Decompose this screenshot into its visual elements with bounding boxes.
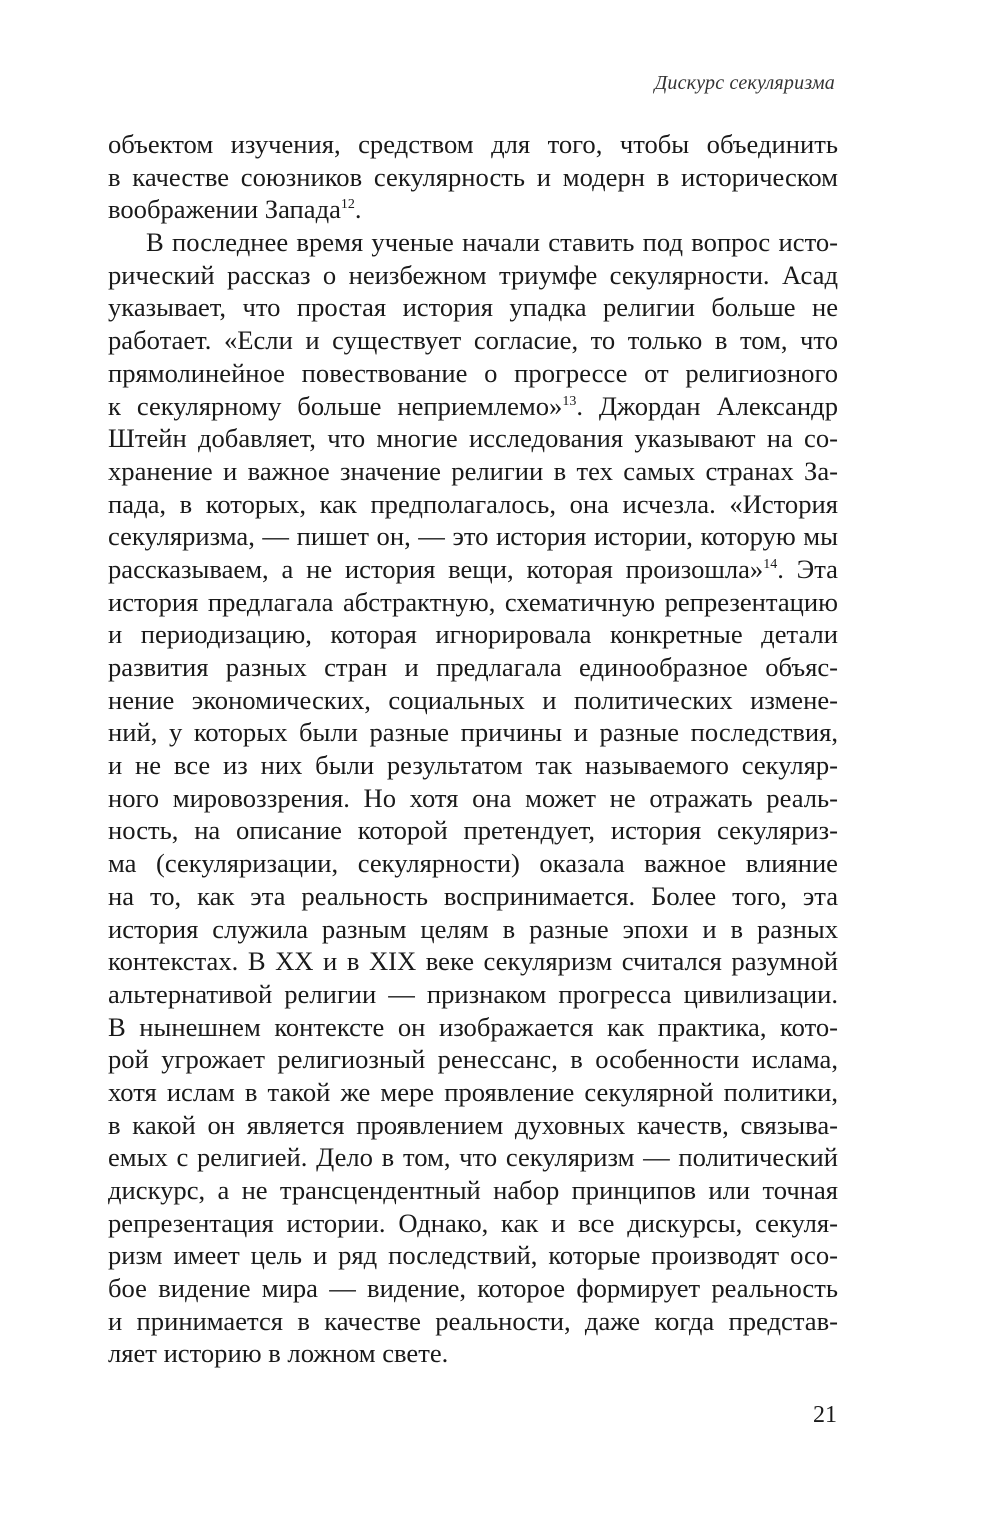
- text-line: и периодизацию, которая игнорировала конкретные детали: [108, 619, 838, 650]
- text-line: на то, как эта реальность воспринимается. Более того, эта: [108, 880, 838, 911]
- text-line: Штейн добавляет, что многие исследования указывают на со-: [108, 423, 838, 454]
- body-text: [108, 128, 838, 1370]
- text-line: развития разных стран и предлагала единообразное объяс-: [108, 652, 838, 682]
- text-line: репрезентация истории. Однако, как и все дискурсы, секуля-: [108, 1207, 838, 1238]
- text-line: хотя ислам в такой же мере проявление секулярной политики,: [108, 1076, 838, 1107]
- text-line: емых с религией. Дело в том, что секуляризм — политический: [108, 1142, 838, 1173]
- text-line: В последнее время ученые начали ставить под вопрос исто-: [146, 227, 838, 258]
- text-line: рассказываем, а не история вещи, которая произошла»$^{14}$. Эта: [108, 553, 838, 584]
- text-line: воображении Запада$^{12}$.: [108, 194, 362, 225]
- running-head: Дискурс секуляризма: [654, 72, 835, 94]
- text-line: история служила разным целям в разные эпохи и в разных: [108, 913, 838, 944]
- text-line: альтернативой религии — признаком прогресса цивилизации.: [108, 978, 838, 1009]
- text-line: рический рассказ о неизбежном триумфе секулярности. Асад: [108, 259, 838, 290]
- text-line: ризм имеет цель и ряд последствий, которые производят осо-: [108, 1240, 838, 1271]
- text-line: контекстах. В XX и в XIX веке секуляризм считался разумной: [108, 946, 838, 977]
- text-line: ний, у которых были разные причины и разные последствия,: [108, 717, 838, 748]
- text-line: В нынешнем контексте он изображается как практика, кото-: [108, 1011, 838, 1042]
- text-line: хранение и важное значение религии в тех самых странах За-: [108, 455, 838, 486]
- text-line: и принимается в качестве реальности, даже когда представ-: [108, 1305, 838, 1336]
- text-line: в какой он является проявлением духовных качеств, связыва-: [108, 1109, 838, 1140]
- text-line: в качестве союзников секулярность и модерн в историческом: [108, 161, 838, 192]
- text-line: история предлагала абстрактную, схематичную репрезентацию: [108, 586, 838, 617]
- page-number: 21: [813, 1402, 837, 1428]
- text-line: работает. «Если и существует согласие, то только в том, что: [108, 325, 838, 356]
- text-line: рой угрожает религиозный ренессанс, в особенности ислама,: [108, 1044, 838, 1075]
- footnote-ref: 12: [340, 197, 355, 213]
- text-line: к секулярному больше неприемлемо»$^{13}$. Джордан Александр: [108, 390, 838, 421]
- text-line: бое видение мира — видение, которое формирует реальность: [108, 1273, 838, 1304]
- text-line: ляет историю в ложном свете.: [108, 1338, 449, 1369]
- text-line: и не все из них были результатом так называемого секуляр-: [108, 750, 838, 781]
- text-line: ма (секуляризации, секулярности) оказала важное влияние: [108, 848, 838, 879]
- footnote-ref: 14: [763, 557, 778, 573]
- text-line: нение экономических, социальных и политических измене-: [108, 684, 838, 715]
- text-line: дискурс, а не трансцендентный набор принципов или точная: [108, 1175, 838, 1205]
- text-line: объектом изучения, средством для того, чтобы объединить: [108, 129, 838, 159]
- text-line: ность, на описание которой претендует, история секуляриз-: [108, 815, 838, 846]
- paragraph-1: [108, 128, 838, 226]
- text-line: прямолинейное повествование о прогрессе от религиозного: [108, 357, 838, 388]
- text-line: секуляризма, — пишет он, — это история истории, которую мы: [108, 521, 838, 552]
- text-line: пада, в которых, как предполагалось, она исчезла. «История: [108, 488, 838, 519]
- paragraph-2: [108, 226, 838, 1370]
- footnote-ref: 13: [562, 393, 577, 409]
- text-line: указывает, что простая история упадка религии больше не: [108, 292, 838, 323]
- text-line: ного мировоззрения. Но хотя она может не отражать реаль-: [108, 782, 838, 813]
